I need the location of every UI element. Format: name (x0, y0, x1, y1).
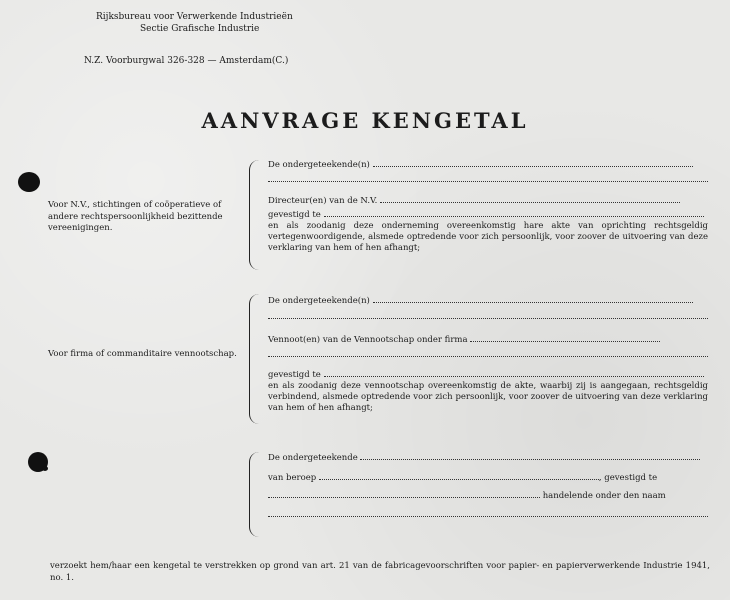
section1-line1-field[interactable] (373, 158, 693, 167)
section3-line1-label: De ondergeteekende (268, 453, 358, 463)
section3-line3 (268, 489, 708, 502)
section1-line2 (268, 194, 708, 207)
section3-line2 (268, 471, 708, 484)
section2-blank-line-2[interactable] (268, 356, 708, 357)
section3-line2-label: van beroep (268, 473, 317, 483)
section1-brace (249, 160, 260, 270)
section1-line3-label: gevestigd te (268, 210, 321, 220)
section3-line3-label: handelende onder den naam (542, 491, 666, 501)
section1-paragraph: en als zoodanig deze onderneming overeenkomstig hare akte van oprichting rechtsgeldig vertegenwoordigende, alsmede optredende voor zich persoonlijk, voor zoover de uitvoering van deze verklaring van hem of hen afhangt; (268, 221, 708, 253)
org-address: N.Z. Voorburgwal 326-328 — Amsterdam(C.) (84, 56, 289, 66)
section3-line1 (268, 451, 708, 464)
page-title: AANVRAGE KENGETAL (201, 108, 529, 133)
section2-label: Voor firma of commanditaire vennootschap. (48, 349, 237, 359)
section3-line1-field[interactable] (360, 451, 700, 460)
section3-brace (249, 452, 260, 537)
ink-blot-top (18, 172, 40, 192)
org-section: Sectie Grafische Industrie (140, 24, 260, 34)
section3-blank-line[interactable] (268, 516, 708, 517)
section2-line2-label: Vennoot(en) van de Vennootschap onder firma (268, 335, 468, 345)
section1-line1 (268, 158, 708, 171)
section3-line2-suffix: , gevestigd te (598, 473, 658, 483)
section2-line3-label: gevestigd te (268, 370, 321, 380)
section2-blank-line[interactable] (268, 318, 708, 319)
section1-line3-field[interactable] (324, 208, 704, 217)
org-name: Rijksbureau voor Verwerkende Industrieën (96, 12, 293, 22)
section3-line3-field[interactable] (268, 489, 540, 498)
section1-line2-label: Directeur(en) van de N.V. (268, 196, 378, 206)
section2-line2 (268, 333, 708, 346)
section1-line3 (268, 208, 708, 221)
section1-blank-line[interactable] (268, 181, 708, 182)
footer-text: verzoekt hem/haar een kengetal te verstrekken op grond van art. 21 van de fabricagevoorschriften voor papier- en papierverwerkende Industrie 1941, no. 1. (50, 561, 710, 583)
section2-brace (249, 294, 260, 424)
section1-label: Voor N.V., stichtingen of coöperatieve of andere rechtspersoonlijkheid bezittende vereenigingen. (48, 200, 223, 233)
section1-line2-field[interactable] (380, 194, 680, 203)
section2-line3-field[interactable] (324, 368, 704, 377)
section3-line2-field[interactable] (319, 471, 599, 480)
section2-line2-field[interactable] (470, 333, 660, 342)
section2-line1-label: De ondergeteekende(n) (268, 296, 370, 306)
section2-paragraph: en als zoodanig deze vennootschap overeenkomstig de akte, waarbij zij is aangegaan, rechtsgeldig verbindend, alsmede optredende voor zich persoonlijk, voor zoover de uitvoering van deze verklaring van hem of hen afhangt; (268, 381, 708, 413)
section2-line1-field[interactable] (373, 294, 693, 303)
section2-line3 (268, 368, 708, 381)
section1-line1-label: De ondergeteekende(n) (268, 160, 370, 170)
section2-line1 (268, 294, 708, 307)
ink-blot-bottom-tail (42, 466, 48, 471)
